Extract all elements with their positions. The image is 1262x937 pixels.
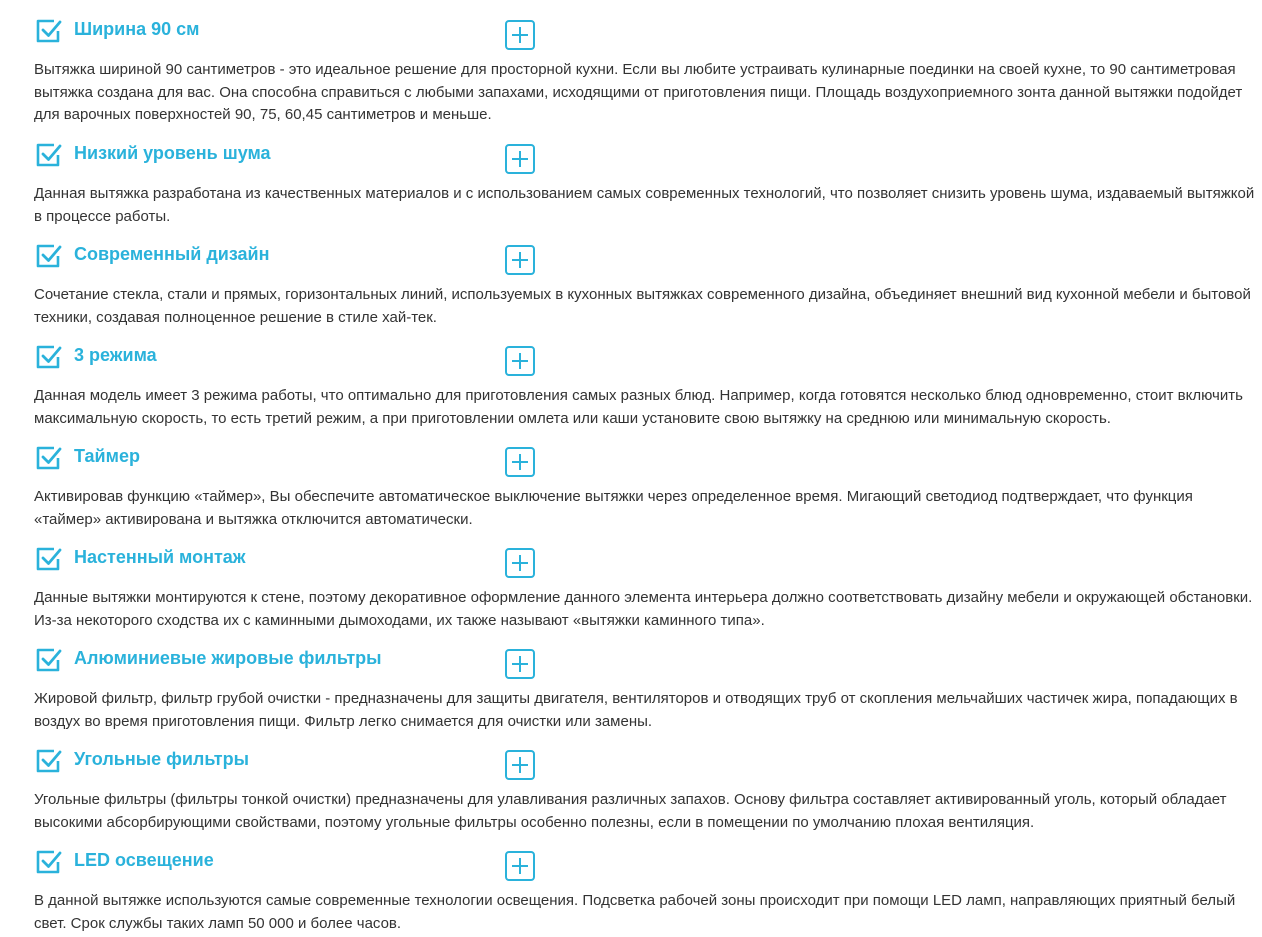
feature-description: Данные вытяжки монтируются к стене, поэтому декоративное оформление данного элемента интерьера должно соответствовать дизайну мебели и окружающей обстановки. Из-за некоторого сходства их с каминными дымоходами, их также называют «вытяжки каминного типа». [34, 589, 1253, 629]
plus-square-icon [504, 446, 536, 478]
plus-square-icon [504, 648, 536, 680]
feature-title: Современный дизайн [74, 244, 270, 264]
plus-square-icon [504, 143, 536, 175]
expand-button[interactable] [504, 749, 536, 781]
feature-description: Активировав функцию «таймер», Вы обеспечите автоматическое выключение вытяжки через определенное время. Мигающий светодиод подтверждает, что функция «таймер» активирована и вытяжка отключится автоматически. [34, 488, 1193, 528]
expand-button[interactable] [504, 547, 536, 579]
checkbox-checked-icon [34, 545, 62, 573]
plus-square-icon [504, 749, 536, 781]
checkbox-checked-icon [34, 444, 62, 472]
feature-title: Алюминиевые жировые фильтры [74, 648, 382, 668]
feature-description: В данной вытяжке используются самые современные технологии освещения. Подсветка рабочей зоны происходит при помощи LED ламп, направляющих приятный белый свет. Срок службы таких ламп 50 000 и более часов. [34, 892, 1236, 932]
feature-description: Сочетание стекла, стали и прямых, горизонтальных линий, используемых в кухонных вытяжках современного дизайна, объединяет внешний вид кухонной мебели и бытовой техники, создавая полноценное решение в стиле хай-тек. [34, 286, 1251, 326]
feature-title: 3 режима [74, 345, 157, 365]
feature-title: Настенный монтаж [74, 547, 246, 567]
expand-button[interactable] [504, 19, 536, 51]
feature-title: Угольные фильтры [74, 749, 249, 769]
checkbox-checked-icon [34, 242, 62, 270]
expand-button[interactable] [504, 143, 536, 175]
plus-square-icon [504, 547, 536, 579]
expand-button[interactable] [504, 345, 536, 377]
feature-title: Таймер [74, 446, 140, 466]
feature-title: Ширина 90 см [74, 19, 200, 39]
checkbox-checked-icon [34, 17, 62, 45]
plus-square-icon [504, 345, 536, 377]
expand-button[interactable] [504, 244, 536, 276]
expand-button[interactable] [504, 850, 536, 882]
feature-description: Данная модель имеет 3 режима работы, что оптимально для приготовления самых разных блюд. Например, когда готовятся несколько блюд одновременно, стоит включить максимальную скорость, то есть третий режим, а при приготовлении омлета или каши установите свою вытяжку на среднюю или минимальную скорость. [34, 387, 1243, 427]
feature-title: LED освещение [74, 850, 214, 870]
feature-description: Жировой фильтр, фильтр грубой очистки - предназначены для защиты двигателя, вентиляторов и отводящих труб от скопления мельчайших частичек жира, попадающих в воздух во время приготовления пищи. Фильтр легко снимается для очистки или замены. [34, 690, 1238, 730]
checkbox-checked-icon [34, 343, 62, 371]
checkbox-checked-icon [34, 646, 62, 674]
checkbox-checked-icon [34, 848, 62, 876]
feature-description: Данная вытяжка разработана из качественных материалов и с использованием самых современных технологий, что позволяет снизить уровень шума, издаваемый вытяжкой в процессе работы. [34, 185, 1255, 225]
expand-button[interactable] [504, 648, 536, 680]
checkbox-checked-icon [34, 747, 62, 775]
checkbox-checked-icon [34, 141, 62, 169]
feature-title: Низкий уровень шума [74, 143, 271, 163]
feature-description: Угольные фильтры (фильтры тонкой очистки) предназначены для улавливания различных запахов. Основу фильтра составляет активированный уголь, который обладает высокими абсорбирующими свойствами, поэтому угольные фильтры особенно полезны, если в помещении по умолчанию плохая вентиляция. [34, 791, 1227, 831]
plus-square-icon [504, 850, 536, 882]
feature-description: Вытяжка шириной 90 сантиметров - это идеальное решение для просторной кухни. Если вы любите устраивать кулинарные поединки на своей кухне, то 90 сантиметровая вытяжка создана для вас. Она способна справиться с любыми запахами, исходящими от приготовления пищи. Площадь воздухоприемного зонта данной вытяжки подойдет для варочных поверхностей 90, 75, 60,45 сантиметров и меньше. [34, 61, 1243, 123]
expand-button[interactable] [504, 446, 536, 478]
plus-square-icon [504, 19, 536, 51]
plus-square-icon [504, 244, 536, 276]
